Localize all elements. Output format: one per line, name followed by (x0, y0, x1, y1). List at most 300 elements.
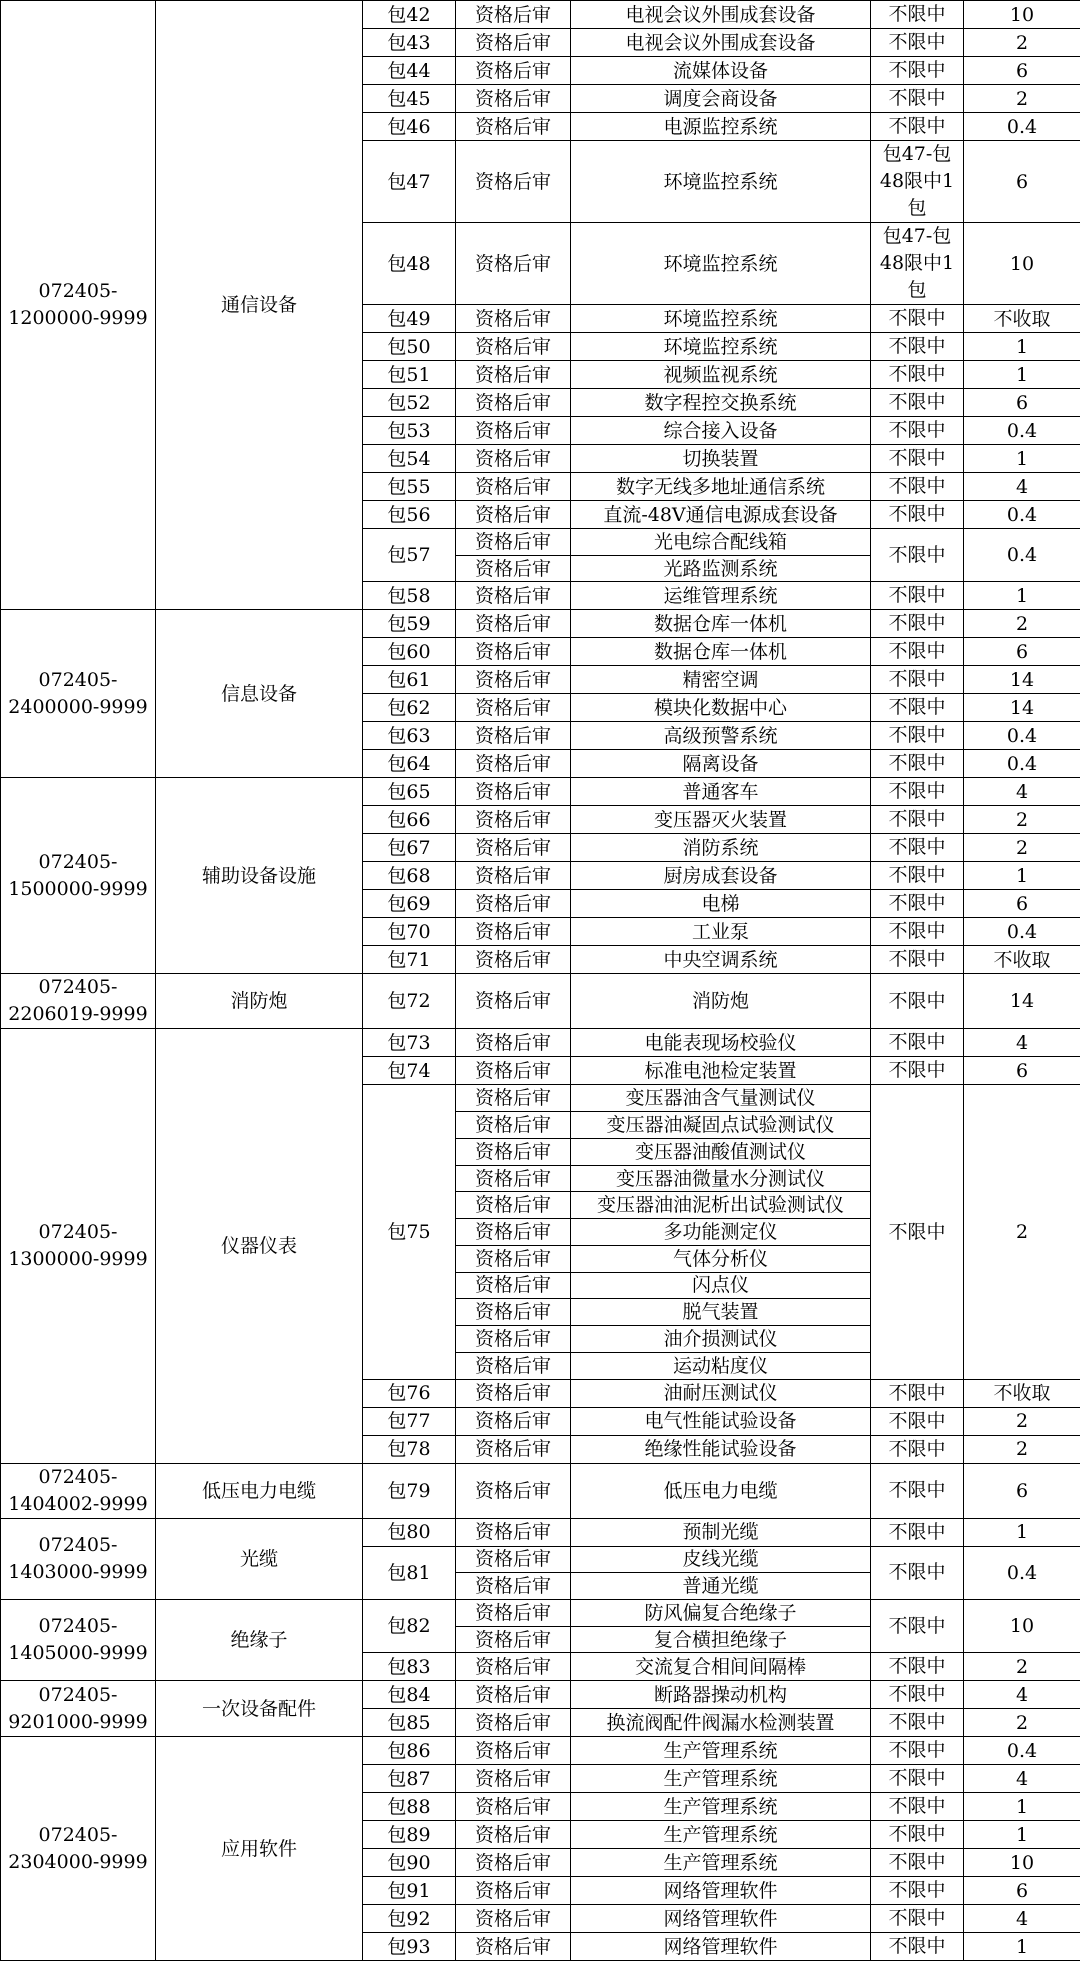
package-number-cell: 包56 (363, 501, 456, 529)
item-name-cell: 调度会商设备 (571, 85, 871, 113)
bid-limit-cell: 不限中 (871, 1085, 964, 1379)
item-name-cell: 多功能测定仪 (571, 1219, 871, 1246)
item-name-cell: 生产管理系统 (571, 1737, 871, 1765)
value-cell: 1 (964, 361, 1080, 389)
value-cell: 6 (964, 1057, 1080, 1085)
review-method-cell: 资格后审 (456, 638, 571, 666)
bid-limit-cell: 不限中 (871, 305, 964, 333)
item-name-cell: 普通客车 (571, 778, 871, 806)
table-row (1, 1518, 1080, 1546)
item-name-cell: 工业泵 (571, 918, 871, 946)
value-cell: 2 (964, 610, 1080, 638)
package-number-cell: 包70 (363, 918, 456, 946)
item-name-cell: 环境监控系统 (571, 333, 871, 361)
category-code-cell: 072405- 9201000-9999 (1, 1681, 156, 1737)
bid-limit-cell: 不限中 (871, 1709, 964, 1737)
review-method-cell: 资格后审 (456, 29, 571, 57)
package-number-cell: 包92 (363, 1905, 456, 1933)
bid-limit-cell: 不限中 (871, 862, 964, 890)
bid-limit-cell: 不限中 (871, 1407, 964, 1435)
review-method-cell: 资格后审 (456, 946, 571, 974)
package-number-cell: 包66 (363, 806, 456, 834)
review-method-cell: 资格后审 (456, 1085, 571, 1112)
value-cell: 1 (964, 862, 1080, 890)
value-cell: 14 (964, 974, 1080, 1029)
value-cell: 1 (964, 333, 1080, 361)
review-method-cell: 资格后审 (456, 1518, 571, 1546)
item-name-cell: 变压器油微量水分测试仪 (571, 1165, 871, 1192)
item-name-cell: 电视会议外围成套设备 (571, 1, 871, 29)
review-method-cell: 资格后审 (456, 1165, 571, 1192)
review-method-cell: 资格后审 (456, 1299, 571, 1326)
category-code-cell: 072405- 1200000-9999 (1, 1, 156, 610)
review-method-cell: 资格后审 (456, 141, 571, 223)
value-cell: 0.4 (964, 113, 1080, 141)
category-name-cell: 消防炮 (156, 974, 363, 1029)
value-cell: 0.4 (964, 722, 1080, 750)
value-cell: 2 (964, 29, 1080, 57)
review-method-cell: 资格后审 (456, 555, 571, 582)
bid-limit-cell: 不限中 (871, 918, 964, 946)
category-code-cell: 072405- 1500000-9999 (1, 778, 156, 974)
package-number-cell: 包84 (363, 1681, 456, 1709)
package-number-cell: 包78 (363, 1435, 456, 1463)
review-method-cell: 资格后审 (456, 1653, 571, 1681)
review-method-cell: 资格后审 (456, 223, 571, 305)
item-name-cell: 光路监测系统 (571, 555, 871, 582)
review-method-cell: 资格后审 (456, 1463, 571, 1518)
value-cell: 4 (964, 1029, 1080, 1057)
bid-limit-cell: 不限中 (871, 1518, 964, 1546)
review-method-cell: 资格后审 (456, 417, 571, 445)
item-name-cell: 电梯 (571, 890, 871, 918)
review-method-cell: 资格后审 (456, 862, 571, 890)
review-method-cell: 资格后审 (456, 1435, 571, 1463)
package-number-cell: 包63 (363, 722, 456, 750)
bid-limit-cell: 不限中 (871, 113, 964, 141)
bid-limit-cell: 不限中 (871, 529, 964, 582)
item-name-cell: 标准电池检定装置 (571, 1057, 871, 1085)
bid-limit-cell: 不限中 (871, 1, 964, 29)
bid-limit-cell: 不限中 (871, 834, 964, 862)
package-number-cell: 包52 (363, 389, 456, 417)
review-method-cell: 资格后审 (456, 85, 571, 113)
table-row (1, 778, 1080, 806)
package-number-cell: 包77 (363, 1407, 456, 1435)
value-cell: 1 (964, 445, 1080, 473)
package-number-cell: 包74 (363, 1057, 456, 1085)
bid-limit-cell: 不限中 (871, 778, 964, 806)
bid-limit-cell: 不限中 (871, 1821, 964, 1849)
review-method-cell: 资格后审 (456, 834, 571, 862)
review-method-cell: 资格后审 (456, 1573, 571, 1600)
item-name-cell: 流媒体设备 (571, 57, 871, 85)
review-method-cell: 资格后审 (456, 582, 571, 610)
item-name-cell: 气体分析仪 (571, 1245, 871, 1272)
category-code-cell: 072405- 2304000-9999 (1, 1737, 156, 1961)
value-cell: 2 (964, 1653, 1080, 1681)
review-method-cell: 资格后审 (456, 1326, 571, 1353)
item-name-cell: 生产管理系统 (571, 1793, 871, 1821)
value-cell: 2 (964, 806, 1080, 834)
package-number-cell: 包43 (363, 29, 456, 57)
item-name-cell: 生产管理系统 (571, 1821, 871, 1849)
package-number-cell: 包82 (363, 1600, 456, 1653)
item-name-cell: 消防系统 (571, 834, 871, 862)
table-row (1, 1600, 1080, 1627)
table-row (1, 610, 1080, 638)
review-method-cell: 资格后审 (456, 1138, 571, 1165)
review-method-cell: 资格后审 (456, 610, 571, 638)
review-method-cell: 资格后审 (456, 1626, 571, 1653)
review-method-cell: 资格后审 (456, 1379, 571, 1407)
package-number-cell: 包67 (363, 834, 456, 862)
item-name-cell: 油耐压测试仪 (571, 1379, 871, 1407)
item-name-cell: 变压器灭火装置 (571, 806, 871, 834)
bid-limit-cell: 不限中 (871, 582, 964, 610)
bid-limit-cell: 不限中 (871, 1737, 964, 1765)
package-number-cell: 包44 (363, 57, 456, 85)
bid-limit-cell: 不限中 (871, 1463, 964, 1518)
value-cell: 14 (964, 666, 1080, 694)
bid-limit-cell: 不限中 (871, 750, 964, 778)
package-number-cell: 包60 (363, 638, 456, 666)
item-name-cell: 变压器油油泥析出试验测试仪 (571, 1192, 871, 1219)
package-number-cell: 包91 (363, 1877, 456, 1905)
review-method-cell: 资格后审 (456, 1709, 571, 1737)
item-name-cell: 电视会议外围成套设备 (571, 29, 871, 57)
item-name-cell: 隔离设备 (571, 750, 871, 778)
review-method-cell: 资格后审 (456, 1793, 571, 1821)
package-number-cell: 包85 (363, 1709, 456, 1737)
item-name-cell: 中央空调系统 (571, 946, 871, 974)
bid-limit-cell: 不限中 (871, 1793, 964, 1821)
category-name-cell: 光缆 (156, 1518, 363, 1599)
item-name-cell: 换流阀配件阀漏水检测装置 (571, 1709, 871, 1737)
item-name-cell: 防风偏复合绝缘子 (571, 1600, 871, 1627)
package-number-cell: 包42 (363, 1, 456, 29)
value-cell: 0.4 (964, 529, 1080, 582)
package-number-cell: 包80 (363, 1518, 456, 1546)
value-cell: 0.4 (964, 750, 1080, 778)
review-method-cell: 资格后审 (456, 113, 571, 141)
package-number-cell: 包57 (363, 529, 456, 582)
package-number-cell: 包65 (363, 778, 456, 806)
bid-limit-cell: 不限中 (871, 29, 964, 57)
package-number-cell: 包53 (363, 417, 456, 445)
review-method-cell: 资格后审 (456, 361, 571, 389)
value-cell: 不收取 (964, 1379, 1080, 1407)
review-method-cell: 资格后审 (456, 1765, 571, 1793)
review-method-cell: 资格后审 (456, 445, 571, 473)
item-name-cell: 复合横担绝缘子 (571, 1626, 871, 1653)
value-cell: 2 (964, 834, 1080, 862)
review-method-cell: 资格后审 (456, 890, 571, 918)
review-method-cell: 资格后审 (456, 1219, 571, 1246)
review-method-cell: 资格后审 (456, 305, 571, 333)
value-cell: 14 (964, 694, 1080, 722)
value-cell: 6 (964, 141, 1080, 223)
item-name-cell: 普通光缆 (571, 1573, 871, 1600)
review-method-cell: 资格后审 (456, 974, 571, 1029)
bid-limit-cell: 不限中 (871, 1765, 964, 1793)
category-code-cell: 072405- 1405000-9999 (1, 1600, 156, 1681)
item-name-cell: 视频监视系统 (571, 361, 871, 389)
package-number-cell: 包50 (363, 333, 456, 361)
item-name-cell: 切换装置 (571, 445, 871, 473)
table-row (1, 1737, 1080, 1765)
value-cell: 0.4 (964, 918, 1080, 946)
package-number-cell: 包79 (363, 1463, 456, 1518)
table-row (1, 1681, 1080, 1709)
review-method-cell: 资格后审 (456, 1057, 571, 1085)
package-number-cell: 包55 (363, 473, 456, 501)
review-method-cell: 资格后审 (456, 529, 571, 556)
value-cell: 6 (964, 1463, 1080, 1518)
value-cell: 2 (964, 1709, 1080, 1737)
bid-limit-cell: 不限中 (871, 890, 964, 918)
item-name-cell: 消防炮 (571, 974, 871, 1029)
value-cell: 1 (964, 582, 1080, 610)
bid-limit-cell: 不限中 (871, 473, 964, 501)
item-name-cell: 精密空调 (571, 666, 871, 694)
package-number-cell: 包46 (363, 113, 456, 141)
bid-limit-cell: 不限中 (871, 694, 964, 722)
review-method-cell: 资格后审 (456, 722, 571, 750)
value-cell: 0.4 (964, 501, 1080, 529)
review-method-cell: 资格后审 (456, 1192, 571, 1219)
item-name-cell: 数据仓库一体机 (571, 638, 871, 666)
item-name-cell: 环境监控系统 (571, 223, 871, 305)
item-name-cell: 变压器油凝固点试验测试仪 (571, 1112, 871, 1139)
review-method-cell: 资格后审 (456, 1112, 571, 1139)
review-method-cell: 资格后审 (456, 750, 571, 778)
bid-limit-cell: 不限中 (871, 806, 964, 834)
package-number-cell: 包58 (363, 582, 456, 610)
package-number-cell: 包76 (363, 1379, 456, 1407)
item-name-cell: 综合接入设备 (571, 417, 871, 445)
value-cell: 4 (964, 1681, 1080, 1709)
bid-limit-cell: 不限中 (871, 638, 964, 666)
value-cell: 0.4 (964, 1737, 1080, 1765)
package-number-cell: 包59 (363, 610, 456, 638)
category-name-cell: 信息设备 (156, 610, 363, 778)
value-cell: 4 (964, 473, 1080, 501)
item-name-cell: 数字程控交换系统 (571, 389, 871, 417)
value-cell: 4 (964, 1765, 1080, 1793)
value-cell: 6 (964, 57, 1080, 85)
package-number-cell: 包48 (363, 223, 456, 305)
value-cell: 1 (964, 1518, 1080, 1546)
item-name-cell: 直流-48V通信电源成套设备 (571, 501, 871, 529)
category-code-cell: 072405- 1300000-9999 (1, 1029, 156, 1463)
value-cell: 10 (964, 1849, 1080, 1877)
value-cell: 0.4 (964, 417, 1080, 445)
review-method-cell: 资格后审 (456, 1600, 571, 1627)
item-name-cell: 绝缘性能试验设备 (571, 1435, 871, 1463)
package-number-cell: 包68 (363, 862, 456, 890)
category-name-cell: 一次设备配件 (156, 1681, 363, 1737)
review-method-cell: 资格后审 (456, 57, 571, 85)
bid-limit-cell: 不限中 (871, 1600, 964, 1653)
review-method-cell: 资格后审 (456, 694, 571, 722)
bid-limit-cell: 不限中 (871, 417, 964, 445)
bid-limit-cell: 不限中 (871, 666, 964, 694)
bid-limit-cell: 不限中 (871, 1653, 964, 1681)
review-method-cell: 资格后审 (456, 806, 571, 834)
item-name-cell: 电源监控系统 (571, 113, 871, 141)
review-method-cell: 资格后审 (456, 666, 571, 694)
bid-limit-cell: 不限中 (871, 974, 964, 1029)
value-cell: 6 (964, 1877, 1080, 1905)
bid-limit-cell: 不限中 (871, 1905, 964, 1933)
bid-limit-cell: 不限中 (871, 501, 964, 529)
package-number-cell: 包64 (363, 750, 456, 778)
value-cell: 6 (964, 890, 1080, 918)
package-number-cell: 包73 (363, 1029, 456, 1057)
package-number-cell: 包86 (363, 1737, 456, 1765)
package-number-cell: 包90 (363, 1849, 456, 1877)
value-cell: 2 (964, 1435, 1080, 1463)
item-name-cell: 运动粘度仪 (571, 1352, 871, 1379)
item-name-cell: 高级预警系统 (571, 722, 871, 750)
item-name-cell: 网络管理软件 (571, 1905, 871, 1933)
value-cell: 4 (964, 778, 1080, 806)
value-cell: 10 (964, 223, 1080, 305)
package-number-cell: 包81 (363, 1546, 456, 1599)
item-name-cell: 厨房成套设备 (571, 862, 871, 890)
item-name-cell: 环境监控系统 (571, 141, 871, 223)
package-number-cell: 包87 (363, 1765, 456, 1793)
review-method-cell: 资格后审 (456, 1272, 571, 1299)
package-number-cell: 包47 (363, 141, 456, 223)
bid-limit-cell: 不限中 (871, 1849, 964, 1877)
category-name-cell: 应用软件 (156, 1737, 363, 1961)
value-cell: 6 (964, 638, 1080, 666)
review-method-cell: 资格后审 (456, 1245, 571, 1272)
review-method-cell: 资格后审 (456, 1, 571, 29)
item-name-cell: 生产管理系统 (571, 1849, 871, 1877)
value-cell: 1 (964, 1933, 1080, 1961)
bid-limit-cell: 包47-包 48限中1 包 (871, 223, 964, 305)
category-code-cell: 072405- 1404002-9999 (1, 1463, 156, 1518)
bid-limit-cell: 不限中 (871, 1546, 964, 1599)
review-method-cell: 资格后审 (456, 1849, 571, 1877)
item-name-cell: 数字无线多地址通信系统 (571, 473, 871, 501)
bid-limit-cell: 不限中 (871, 57, 964, 85)
package-number-cell: 包72 (363, 974, 456, 1029)
item-name-cell: 电气性能试验设备 (571, 1407, 871, 1435)
item-name-cell: 网络管理软件 (571, 1933, 871, 1961)
value-cell: 6 (964, 389, 1080, 417)
item-name-cell: 环境监控系统 (571, 305, 871, 333)
value-cell: 2 (964, 85, 1080, 113)
item-name-cell: 变压器油含气量测试仪 (571, 1085, 871, 1112)
bid-limit-cell: 不限中 (871, 361, 964, 389)
value-cell: 1 (964, 1821, 1080, 1849)
table-row (1, 1029, 1080, 1057)
review-method-cell: 资格后审 (456, 1546, 571, 1573)
review-method-cell: 资格后审 (456, 389, 571, 417)
package-number-cell: 包62 (363, 694, 456, 722)
package-number-cell: 包89 (363, 1821, 456, 1849)
category-name-cell: 低压电力电缆 (156, 1463, 363, 1518)
category-name-cell: 绝缘子 (156, 1600, 363, 1681)
bid-limit-cell: 不限中 (871, 333, 964, 361)
value-cell: 1 (964, 1793, 1080, 1821)
item-name-cell: 预制光缆 (571, 1518, 871, 1546)
bid-limit-cell: 不限中 (871, 1057, 964, 1085)
bid-limit-cell: 不限中 (871, 1435, 964, 1463)
value-cell: 不收取 (964, 946, 1080, 974)
review-method-cell: 资格后审 (456, 1933, 571, 1961)
value-cell: 10 (964, 1, 1080, 29)
item-name-cell: 低压电力电缆 (571, 1463, 871, 1518)
value-cell: 2 (964, 1407, 1080, 1435)
package-number-cell: 包51 (363, 361, 456, 389)
bid-limit-cell: 不限中 (871, 1379, 964, 1407)
item-name-cell: 模块化数据中心 (571, 694, 871, 722)
item-name-cell: 油介损测试仪 (571, 1326, 871, 1353)
review-method-cell: 资格后审 (456, 1029, 571, 1057)
package-number-cell: 包45 (363, 85, 456, 113)
review-method-cell: 资格后审 (456, 501, 571, 529)
item-name-cell: 闪点仪 (571, 1272, 871, 1299)
review-method-cell: 资格后审 (456, 1905, 571, 1933)
review-method-cell: 资格后审 (456, 1821, 571, 1849)
category-code-cell: 072405- 2206019-9999 (1, 974, 156, 1029)
item-name-cell: 运维管理系统 (571, 582, 871, 610)
review-method-cell: 资格后审 (456, 473, 571, 501)
value-cell: 不收取 (964, 305, 1080, 333)
item-name-cell: 断路器操动机构 (571, 1681, 871, 1709)
category-code-cell: 072405- 2400000-9999 (1, 610, 156, 778)
review-method-cell: 资格后审 (456, 1681, 571, 1709)
item-name-cell: 数据仓库一体机 (571, 610, 871, 638)
bid-limit-cell: 不限中 (871, 722, 964, 750)
item-name-cell: 脱气装置 (571, 1299, 871, 1326)
table-row (1, 1, 1080, 29)
bid-limit-cell: 不限中 (871, 946, 964, 974)
review-method-cell: 资格后审 (456, 333, 571, 361)
package-number-cell: 包88 (363, 1793, 456, 1821)
bid-limit-cell: 包47-包 48限中1 包 (871, 141, 964, 223)
category-name-cell: 仪器仪表 (156, 1029, 363, 1463)
category-name-cell: 通信设备 (156, 1, 363, 610)
review-method-cell: 资格后审 (456, 918, 571, 946)
item-name-cell: 电能表现场校验仪 (571, 1029, 871, 1057)
package-number-cell: 包93 (363, 1933, 456, 1961)
package-number-cell: 包69 (363, 890, 456, 918)
value-cell: 10 (964, 1600, 1080, 1653)
item-name-cell: 交流复合相间间隔棒 (571, 1653, 871, 1681)
value-cell: 2 (964, 1085, 1080, 1379)
value-cell: 0.4 (964, 1546, 1080, 1599)
review-method-cell: 资格后审 (456, 1352, 571, 1379)
item-name-cell: 皮线光缆 (571, 1546, 871, 1573)
table-body (1, 1, 1080, 1961)
bid-limit-cell: 不限中 (871, 1933, 964, 1961)
category-code-cell: 072405- 1403000-9999 (1, 1518, 156, 1599)
package-number-cell: 包75 (363, 1085, 456, 1379)
review-method-cell: 资格后审 (456, 778, 571, 806)
package-number-cell: 包83 (363, 1653, 456, 1681)
package-number-cell: 包49 (363, 305, 456, 333)
package-number-cell: 包54 (363, 445, 456, 473)
value-cell: 4 (964, 1905, 1080, 1933)
bid-limit-cell: 不限中 (871, 445, 964, 473)
review-method-cell: 资格后审 (456, 1407, 571, 1435)
